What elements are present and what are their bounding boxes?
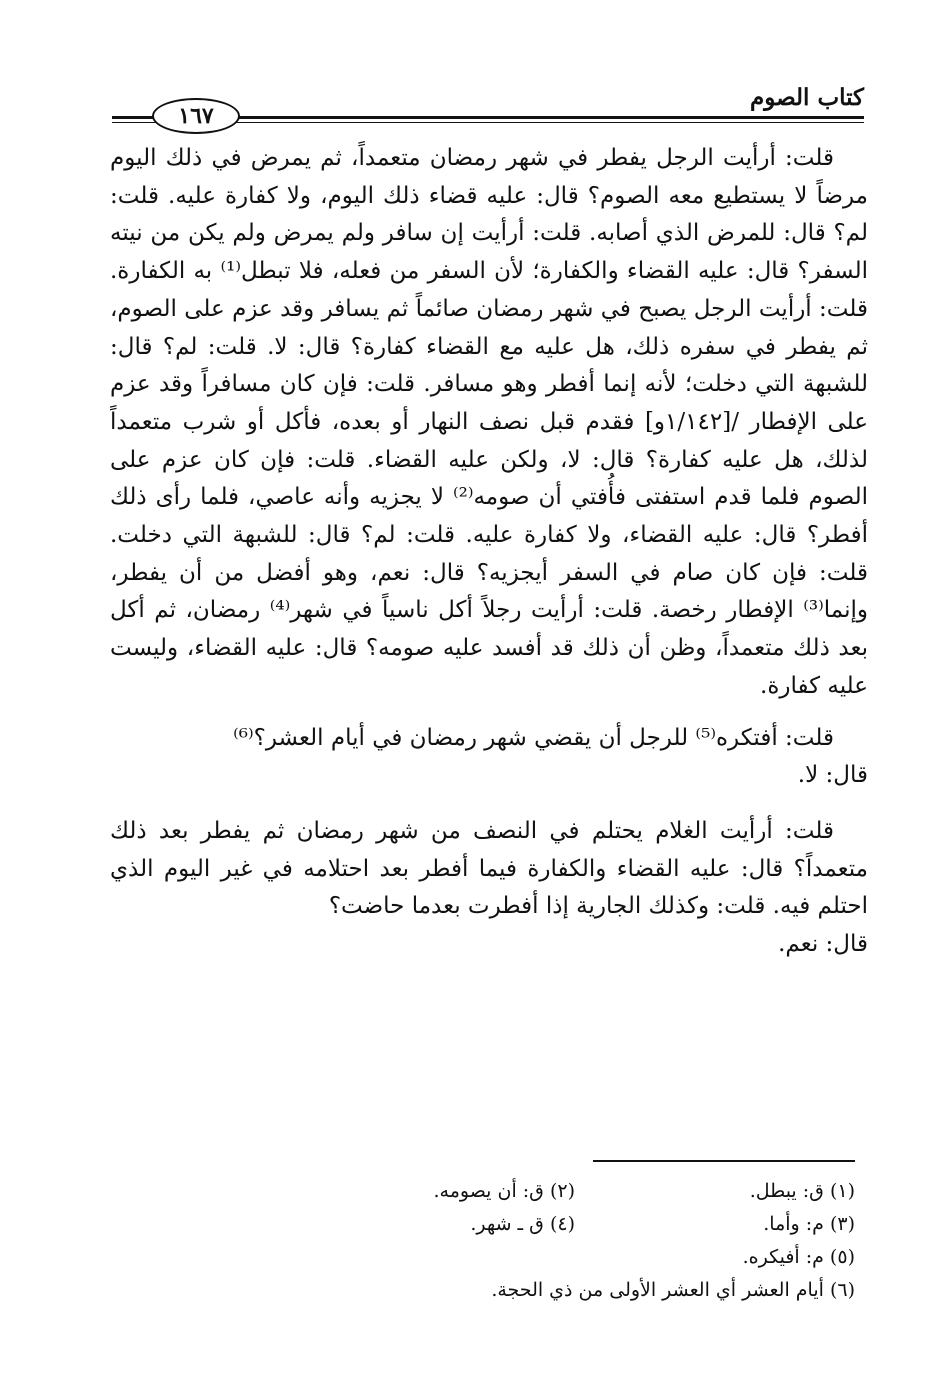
paragraph-4: قلت: أرأيت الغلام يحتلم في النصف من شهر رمضان ثم يفطر بعد ذلك متعمداً؟ قال: عليه القضاء والكفارة فيما أفطر بعد احتلامه في غير اليوم الذي احتلم فيه. قلت: وكذلك الجارية إذا أفطرت بعدما حاضت؟ xyxy=(110,817,868,920)
footnote-row xyxy=(295,1241,855,1274)
footnote-row xyxy=(295,1208,855,1241)
footnote-2: (٢) ق: أن يصومه. xyxy=(433,1180,575,1202)
footnote-5: (٥) م: أفيكره. xyxy=(742,1246,855,1268)
footnote-3: (٣) م: وأما. xyxy=(763,1213,855,1235)
footnotes xyxy=(295,1175,855,1307)
footnote-rule xyxy=(593,1160,855,1162)
main-text xyxy=(110,140,868,964)
footnote-6: (٦) أيام العشر أي العشر الأولى من ذي الحجة. xyxy=(491,1279,855,1301)
footnote-row xyxy=(295,1175,855,1208)
paragraph-3: قال: لا. xyxy=(797,762,868,789)
chapter-title: كتاب الصوم xyxy=(749,84,864,111)
footnote-row xyxy=(295,1274,855,1307)
footnote-4: (٤) ق ـ شهر. xyxy=(470,1213,575,1235)
page-number: ١٦٧ xyxy=(152,98,240,134)
paragraph-2: قلت: أفتكره⁽⁵⁾ للرجل أن يقضي شهر رمضان في أيام العشر؟⁽⁶⁾ xyxy=(233,724,834,751)
page-header xyxy=(112,70,864,130)
paragraph-5: قال: نعم. xyxy=(778,931,868,958)
paragraph-1: قلت: أرأيت الرجل يفطر في شهر رمضان متعمداً، ثم يمرض في ذلك اليوم مرضاً لا يستطيع معه الصوم؟ قال: عليه قضاء ذلك اليوم، ولا كفارة عليه. قلت: لم؟ قال: للمرض الذي أصابه. قلت: أرأيت إن سافر ولم يمرض ولم يكن من نيته السفر؟ قال: عليه القضاء والكفارة؛ لأن السفر من فعله، فلا تبطل⁽¹⁾ به الكفارة. قلت: أرأيت الرجل يصبح في شهر رمضان صائماً ثم يسافر وقد عزم على الصوم، ثم يفطر في سفره ذلك، هل عليه مع القضاء كفارة؟ قال: لا. قلت: لم؟ قال: للشبهة التي دخلت؛ لأنه إنما أفطر وهو مسافر. قلت: فإن كان مسافراً وقد عزم على الإفطار /[١/١٤٢و] فقدم قبل نصف النهار أو بعده، فأكل أو شرب متعمداً لذلك، هل عليه كفارة؟ قال: لا، ولكن عليه القضاء. قلت: فإن كان عزم على الصوم فلما قدم استفتى فأُفتي أن صومه⁽²⁾ لا يجزيه وأنه عاصي، فلما رأى ذلك أفطر؟ قال: عليه القضاء، ولا كفارة عليه. قلت: لم؟ قال: للشبهة التي دخلت. قلت: فإن كان صام في السفر أيجزيه؟ قال: نعم، وهو أفضل من أن يفطر، وإنما⁽³⁾ الإفطار رخصة. قلت: أرأيت رجلاً أكل ناسياً في شهر⁽⁴⁾ رمضان، ثم أكل بعد ذلك متعمداً، وظن أن ذلك قد أفسد عليه صومه؟ قال: عليه القضاء، وليست عليه كفارة. xyxy=(110,145,868,699)
footnote-1: (١) ق: يبطل. xyxy=(749,1180,855,1202)
